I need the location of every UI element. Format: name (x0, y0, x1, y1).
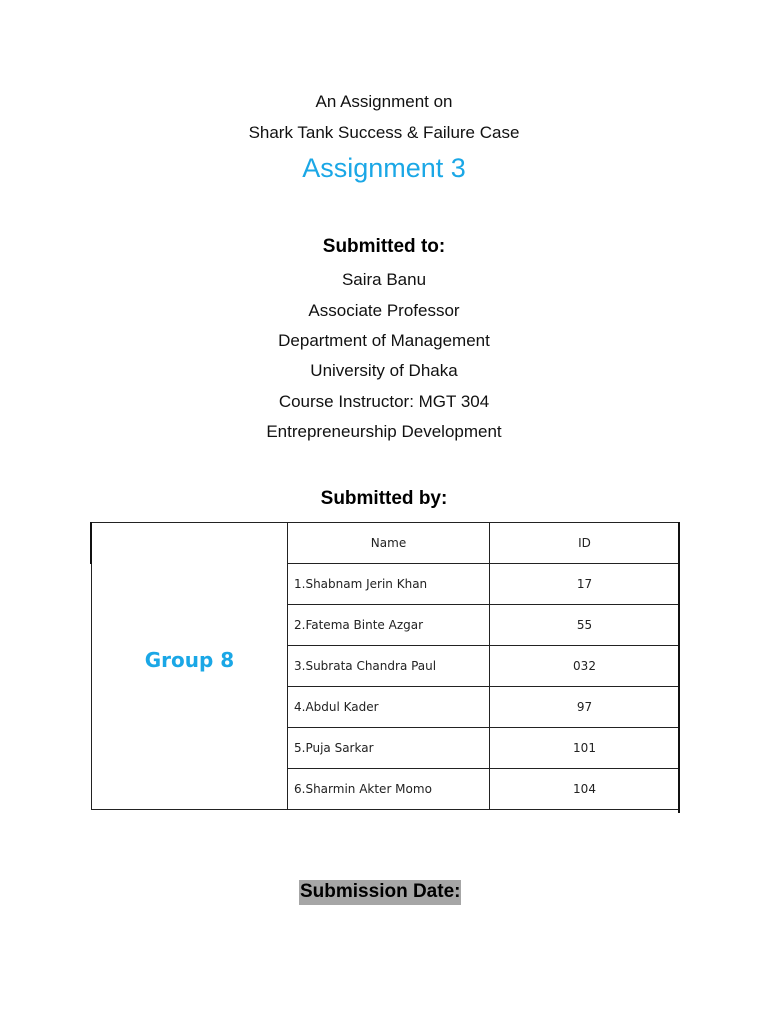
column-header-id: ID (490, 523, 680, 564)
member-name: 6.Sharmin Akter Momo (288, 769, 490, 810)
course-name: Entrepreneurship Development (266, 422, 502, 441)
member-name: 3.Subrata Chandra Paul (288, 646, 490, 687)
member-name: 4.Abdul Kader (288, 687, 490, 728)
submission-date-label: Submission Date: (299, 880, 461, 905)
table-border-accent-left (90, 522, 92, 564)
member-name: 2.Fatema Binte Azgar (288, 605, 490, 646)
instructor-university: University of Dhaka (310, 361, 458, 380)
member-id: 032 (490, 646, 680, 687)
column-header-name: Name (288, 523, 490, 564)
instructor-department: Department of Management (278, 331, 490, 350)
group-label: Group 8 (144, 648, 235, 672)
member-id: 17 (490, 564, 680, 605)
member-name: 1.Shabnam Jerin Khan (288, 564, 490, 605)
member-id: 55 (490, 605, 680, 646)
assignment-title: Assignment 3 (302, 153, 466, 183)
instructor-name: Saira Banu (341, 270, 427, 289)
member-id: 101 (490, 728, 680, 769)
members-table (91, 522, 680, 810)
instructor-title: Associate Professor (308, 301, 460, 320)
member-id: 104 (490, 769, 680, 810)
submitted-to-heading: Submitted to: (322, 236, 446, 257)
intro-line: An Assignment on (315, 92, 453, 111)
table-border-accent-right (678, 522, 680, 813)
submitted-by-heading: Submitted by: (320, 488, 448, 509)
topic-line: Shark Tank Success & Failure Case (248, 123, 520, 142)
group-cell (92, 523, 288, 810)
member-id: 97 (490, 687, 680, 728)
course-code: Course Instructor: MGT 304 (278, 392, 490, 411)
table-header-row (92, 523, 680, 564)
member-name: 5.Puja Sarkar (288, 728, 490, 769)
